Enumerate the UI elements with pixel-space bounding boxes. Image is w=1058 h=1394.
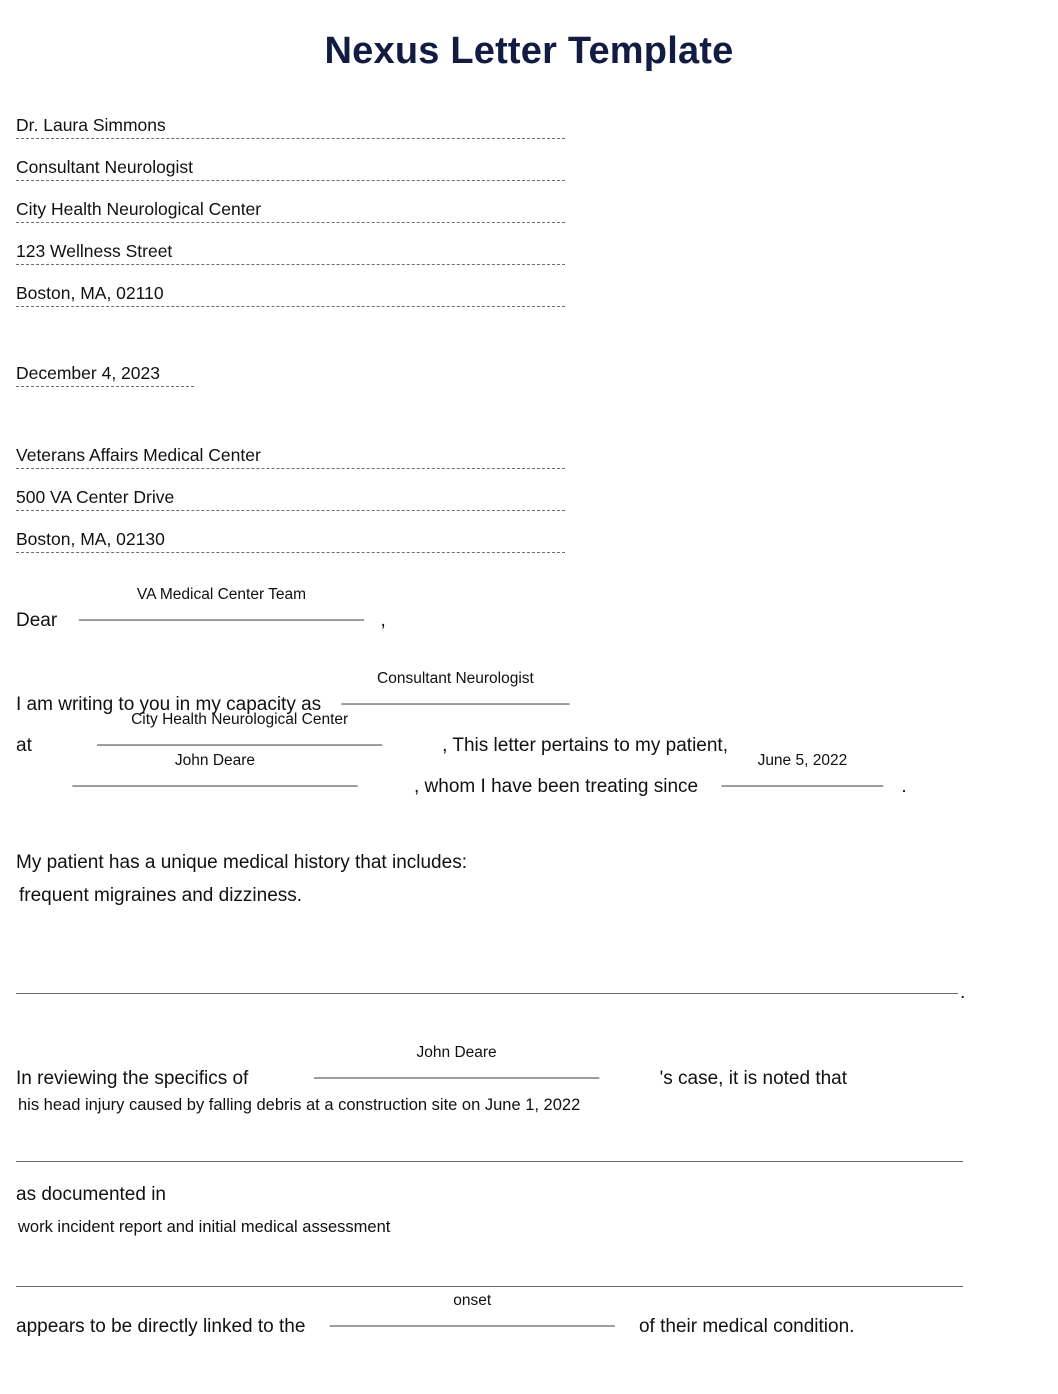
treating-since-value: June 5, 2022 bbox=[757, 752, 848, 769]
recipient-organization-row[interactable] bbox=[16, 430, 565, 472]
salutation-value: VA Medical Center Team bbox=[136, 586, 307, 603]
recipient-street-value: 500 VA Center Drive bbox=[16, 487, 175, 507]
recipient-organization-value: Veterans Affairs Medical Center bbox=[16, 445, 261, 465]
recipient-city-state-zip-value: Boston, MA, 02130 bbox=[16, 529, 165, 549]
salutation-underline: ______________________________ bbox=[78, 602, 364, 623]
sender-name-rule bbox=[16, 138, 565, 139]
linked-condition-line bbox=[16, 1292, 855, 1340]
capacity-blank[interactable] bbox=[326, 670, 584, 710]
recipient-address-block bbox=[16, 430, 565, 556]
documentation-value-line[interactable] bbox=[18, 1214, 390, 1240]
capacity-underline: ________________________ bbox=[341, 686, 570, 707]
salutation-blank[interactable] bbox=[62, 586, 380, 626]
sender-name-value: Dr. Laura Simmons bbox=[16, 115, 166, 135]
patient-name-blank[interactable] bbox=[16, 752, 414, 792]
linked-prefix-text: appears to be directly linked to the bbox=[16, 1316, 306, 1337]
at-organization-underline: ______________________________ bbox=[97, 727, 383, 748]
sender-role-row[interactable] bbox=[16, 142, 565, 184]
at-suffix-text: , This letter pertains to my patient, bbox=[442, 735, 728, 756]
patient-name-value: John Deare bbox=[174, 752, 256, 769]
incident-continuation-rule[interactable] bbox=[16, 1161, 963, 1162]
recipient-city-state-zip-row[interactable] bbox=[16, 514, 565, 556]
review-patient-blank[interactable] bbox=[254, 1044, 660, 1084]
salutation-line bbox=[16, 586, 386, 634]
medical-history-value: frequent migraines and dizziness. bbox=[19, 885, 303, 906]
review-suffix-text: 's case, it is noted that bbox=[659, 1068, 848, 1089]
sender-role-value: Consultant Neurologist bbox=[16, 157, 194, 177]
review-specifics-line bbox=[16, 1044, 848, 1092]
documented-in-line bbox=[16, 1182, 166, 1208]
letter-date-block bbox=[16, 348, 194, 390]
linked-onset-underline: ______________________________ bbox=[329, 1308, 615, 1329]
treating-since-blank[interactable] bbox=[703, 752, 901, 792]
sender-street-rule bbox=[16, 264, 565, 265]
at-organization-value: City Health Neurological Center bbox=[131, 711, 349, 728]
review-patient-value: John Deare bbox=[416, 1044, 497, 1061]
capacity-value: Consultant Neurologist bbox=[377, 670, 534, 687]
sender-organization-row[interactable] bbox=[16, 184, 565, 226]
review-prefix-text: In reviewing the specifics of bbox=[16, 1068, 249, 1089]
sender-city-state-zip-rule bbox=[16, 306, 565, 307]
treating-since-period: . bbox=[901, 776, 907, 797]
medical-history-prompt-text: My patient has a unique medical history that includes: bbox=[16, 852, 467, 873]
incident-description-line[interactable] bbox=[18, 1092, 580, 1118]
letter-date-rule bbox=[16, 386, 194, 387]
treating-since-underline: _________________ bbox=[721, 768, 884, 789]
letter-date-value: December 4, 2023 bbox=[16, 363, 160, 383]
sender-street-row[interactable] bbox=[16, 226, 565, 268]
patient-name-underline: ______________________________ bbox=[72, 768, 358, 789]
medical-history-value-line[interactable] bbox=[19, 883, 302, 909]
patient-treating-line bbox=[16, 752, 907, 800]
page-title: Nexus Letter Template bbox=[324, 30, 734, 72]
documentation-value: work incident report and initial medical assessment bbox=[18, 1218, 391, 1236]
recipient-city-state-zip-rule bbox=[16, 552, 565, 553]
recipient-organization-rule bbox=[16, 468, 565, 469]
documentation-continuation-rule[interactable] bbox=[16, 1286, 963, 1287]
documented-in-prefix-text: as documented in bbox=[16, 1184, 166, 1205]
sender-address-block bbox=[16, 100, 565, 310]
at-organization-blank[interactable] bbox=[37, 711, 442, 751]
sender-role-rule bbox=[16, 180, 565, 181]
medical-history-prompt bbox=[16, 850, 467, 876]
sender-city-state-zip-value: Boston, MA, 02110 bbox=[16, 283, 164, 303]
review-patient-underline: ______________________________ bbox=[314, 1060, 600, 1081]
medical-history-continuation-period: . bbox=[960, 982, 966, 1003]
linked-suffix-text: of their medical condition. bbox=[638, 1316, 855, 1337]
linked-onset-value: onset bbox=[453, 1292, 492, 1309]
sender-name-row[interactable] bbox=[16, 100, 565, 142]
sender-organization-value: City Health Neurological Center bbox=[16, 199, 262, 219]
medical-history-continuation-rule[interactable] bbox=[16, 993, 958, 994]
sender-organization-rule bbox=[16, 222, 565, 223]
linked-onset-blank[interactable] bbox=[311, 1292, 634, 1332]
letter-date-row[interactable] bbox=[16, 348, 194, 390]
sender-street-value: 123 Wellness Street bbox=[16, 241, 173, 261]
salutation-label: Dear bbox=[16, 610, 58, 631]
sender-city-state-zip-row[interactable] bbox=[16, 268, 565, 310]
capacity-prefix-text: I am writing to you in my capacity as bbox=[16, 694, 322, 715]
recipient-street-rule bbox=[16, 510, 565, 511]
salutation-comma: , bbox=[380, 610, 386, 631]
at-prefix-text: at bbox=[16, 735, 32, 756]
incident-description-value: his head injury caused by falling debris at a construction site on June 1, 2022 bbox=[18, 1096, 581, 1114]
recipient-street-row[interactable] bbox=[16, 472, 565, 514]
patient-suffix-text: , whom I have been treating since bbox=[414, 776, 699, 797]
